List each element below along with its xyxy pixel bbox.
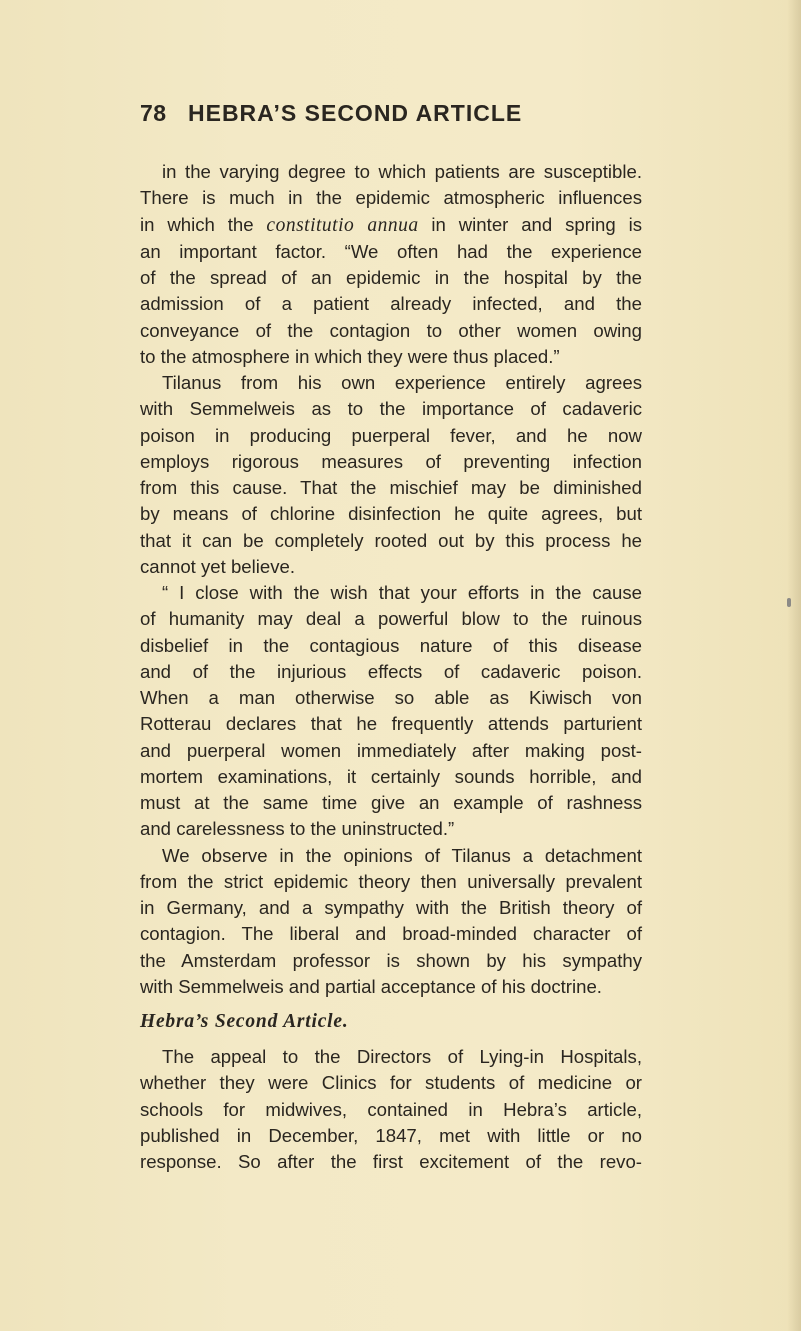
text-line: from the strict epidemic theory then universally prevalent xyxy=(140,870,642,892)
running-title: HEBRA’S SECOND ARTICLE xyxy=(188,100,523,126)
body-text xyxy=(140,159,642,1175)
text-line: admission of a patient already infected, and the xyxy=(140,293,642,315)
page-number: 78 xyxy=(140,100,167,126)
section-heading: Hebra’s Second Article. xyxy=(140,1011,349,1032)
text-line: and carelessness to the uninstructed.” xyxy=(140,818,455,840)
text-line: The appeal to the Directors of Lying-in Hospitals, xyxy=(162,1046,642,1067)
text-line: published in December, 1847, met with little or no xyxy=(140,1124,642,1146)
text-line: Tilanus from his own experience entirely agrees xyxy=(162,372,642,393)
text-line: the Amsterdam professor is shown by his sympathy xyxy=(140,949,642,971)
text-line: poison in producing puerperal fever, and he now xyxy=(140,424,642,446)
text-line: and of the injurious effects of cadaveric poison. xyxy=(140,660,642,682)
text-line: conveyance of the contagion to other women owing xyxy=(140,319,642,341)
text-line: with Semmelweis as to the importance of cadaveric xyxy=(140,398,642,420)
text-line: must at the same time give an example of rashness xyxy=(140,792,642,813)
text-line: an important factor. “We often had the experience xyxy=(140,240,642,262)
text-run: in winter and spring is xyxy=(418,213,643,235)
text-line: of humanity may deal a powerful blow to the ruinous xyxy=(140,608,642,630)
text-line: employs rigorous measures of preventing infection xyxy=(140,450,642,472)
text-line: mortem examinations, it certainly sounds horrible, and xyxy=(140,765,642,787)
text-line: in Germany, and a sympathy with the British theory of xyxy=(140,897,642,918)
text-run: in which the xyxy=(140,213,267,235)
text-line: with Semmelweis and partial acceptance of his doctrine. xyxy=(140,975,602,997)
text-line: schools for midwives, contained in Hebra’s article, xyxy=(140,1098,642,1120)
italic-term: constitutio annua xyxy=(266,214,419,236)
page-edge-shadow xyxy=(787,0,801,1331)
text-line: and puerperal women immediately after making post- xyxy=(140,739,642,761)
text-line: in the varying degree to which patients are susceptible. xyxy=(162,161,642,182)
text-line: There is much in the epidemic atmospheric influences xyxy=(140,187,642,209)
text-line: whether they were Clinics for students of medicine or xyxy=(140,1072,642,1094)
page-header xyxy=(140,100,740,140)
text-line: contagion. The liberal and broad-minded character of xyxy=(140,923,642,945)
text-line: from this cause. That the mischief may be diminished xyxy=(140,477,642,498)
text-line: to the atmosphere in which they were thus placed.” xyxy=(140,345,560,367)
text-line: Rotterau declares that he frequently attends parturient xyxy=(140,713,642,735)
text-line: disbelief in the contagious nature of this disease xyxy=(140,634,642,656)
text-line: of the spread of an epidemic in the hospital by the xyxy=(140,267,642,288)
text-line: We observe in the opinions of Tilanus a detachment xyxy=(162,844,642,866)
text-line: by means of chlorine disinfection he quite agrees, but xyxy=(140,503,642,525)
text-line: response. So after the first excitement of the revo- xyxy=(140,1151,642,1172)
text-line: When a man otherwise so able as Kiwisch von xyxy=(140,687,642,708)
text-line: “ I close with the wish that your efforts in the cause xyxy=(162,582,642,603)
margin-speck xyxy=(787,598,791,607)
text-line xyxy=(140,212,642,239)
text-line: that it can be completely rooted out by this process he xyxy=(140,529,642,551)
text-line: cannot yet believe. xyxy=(140,555,296,577)
